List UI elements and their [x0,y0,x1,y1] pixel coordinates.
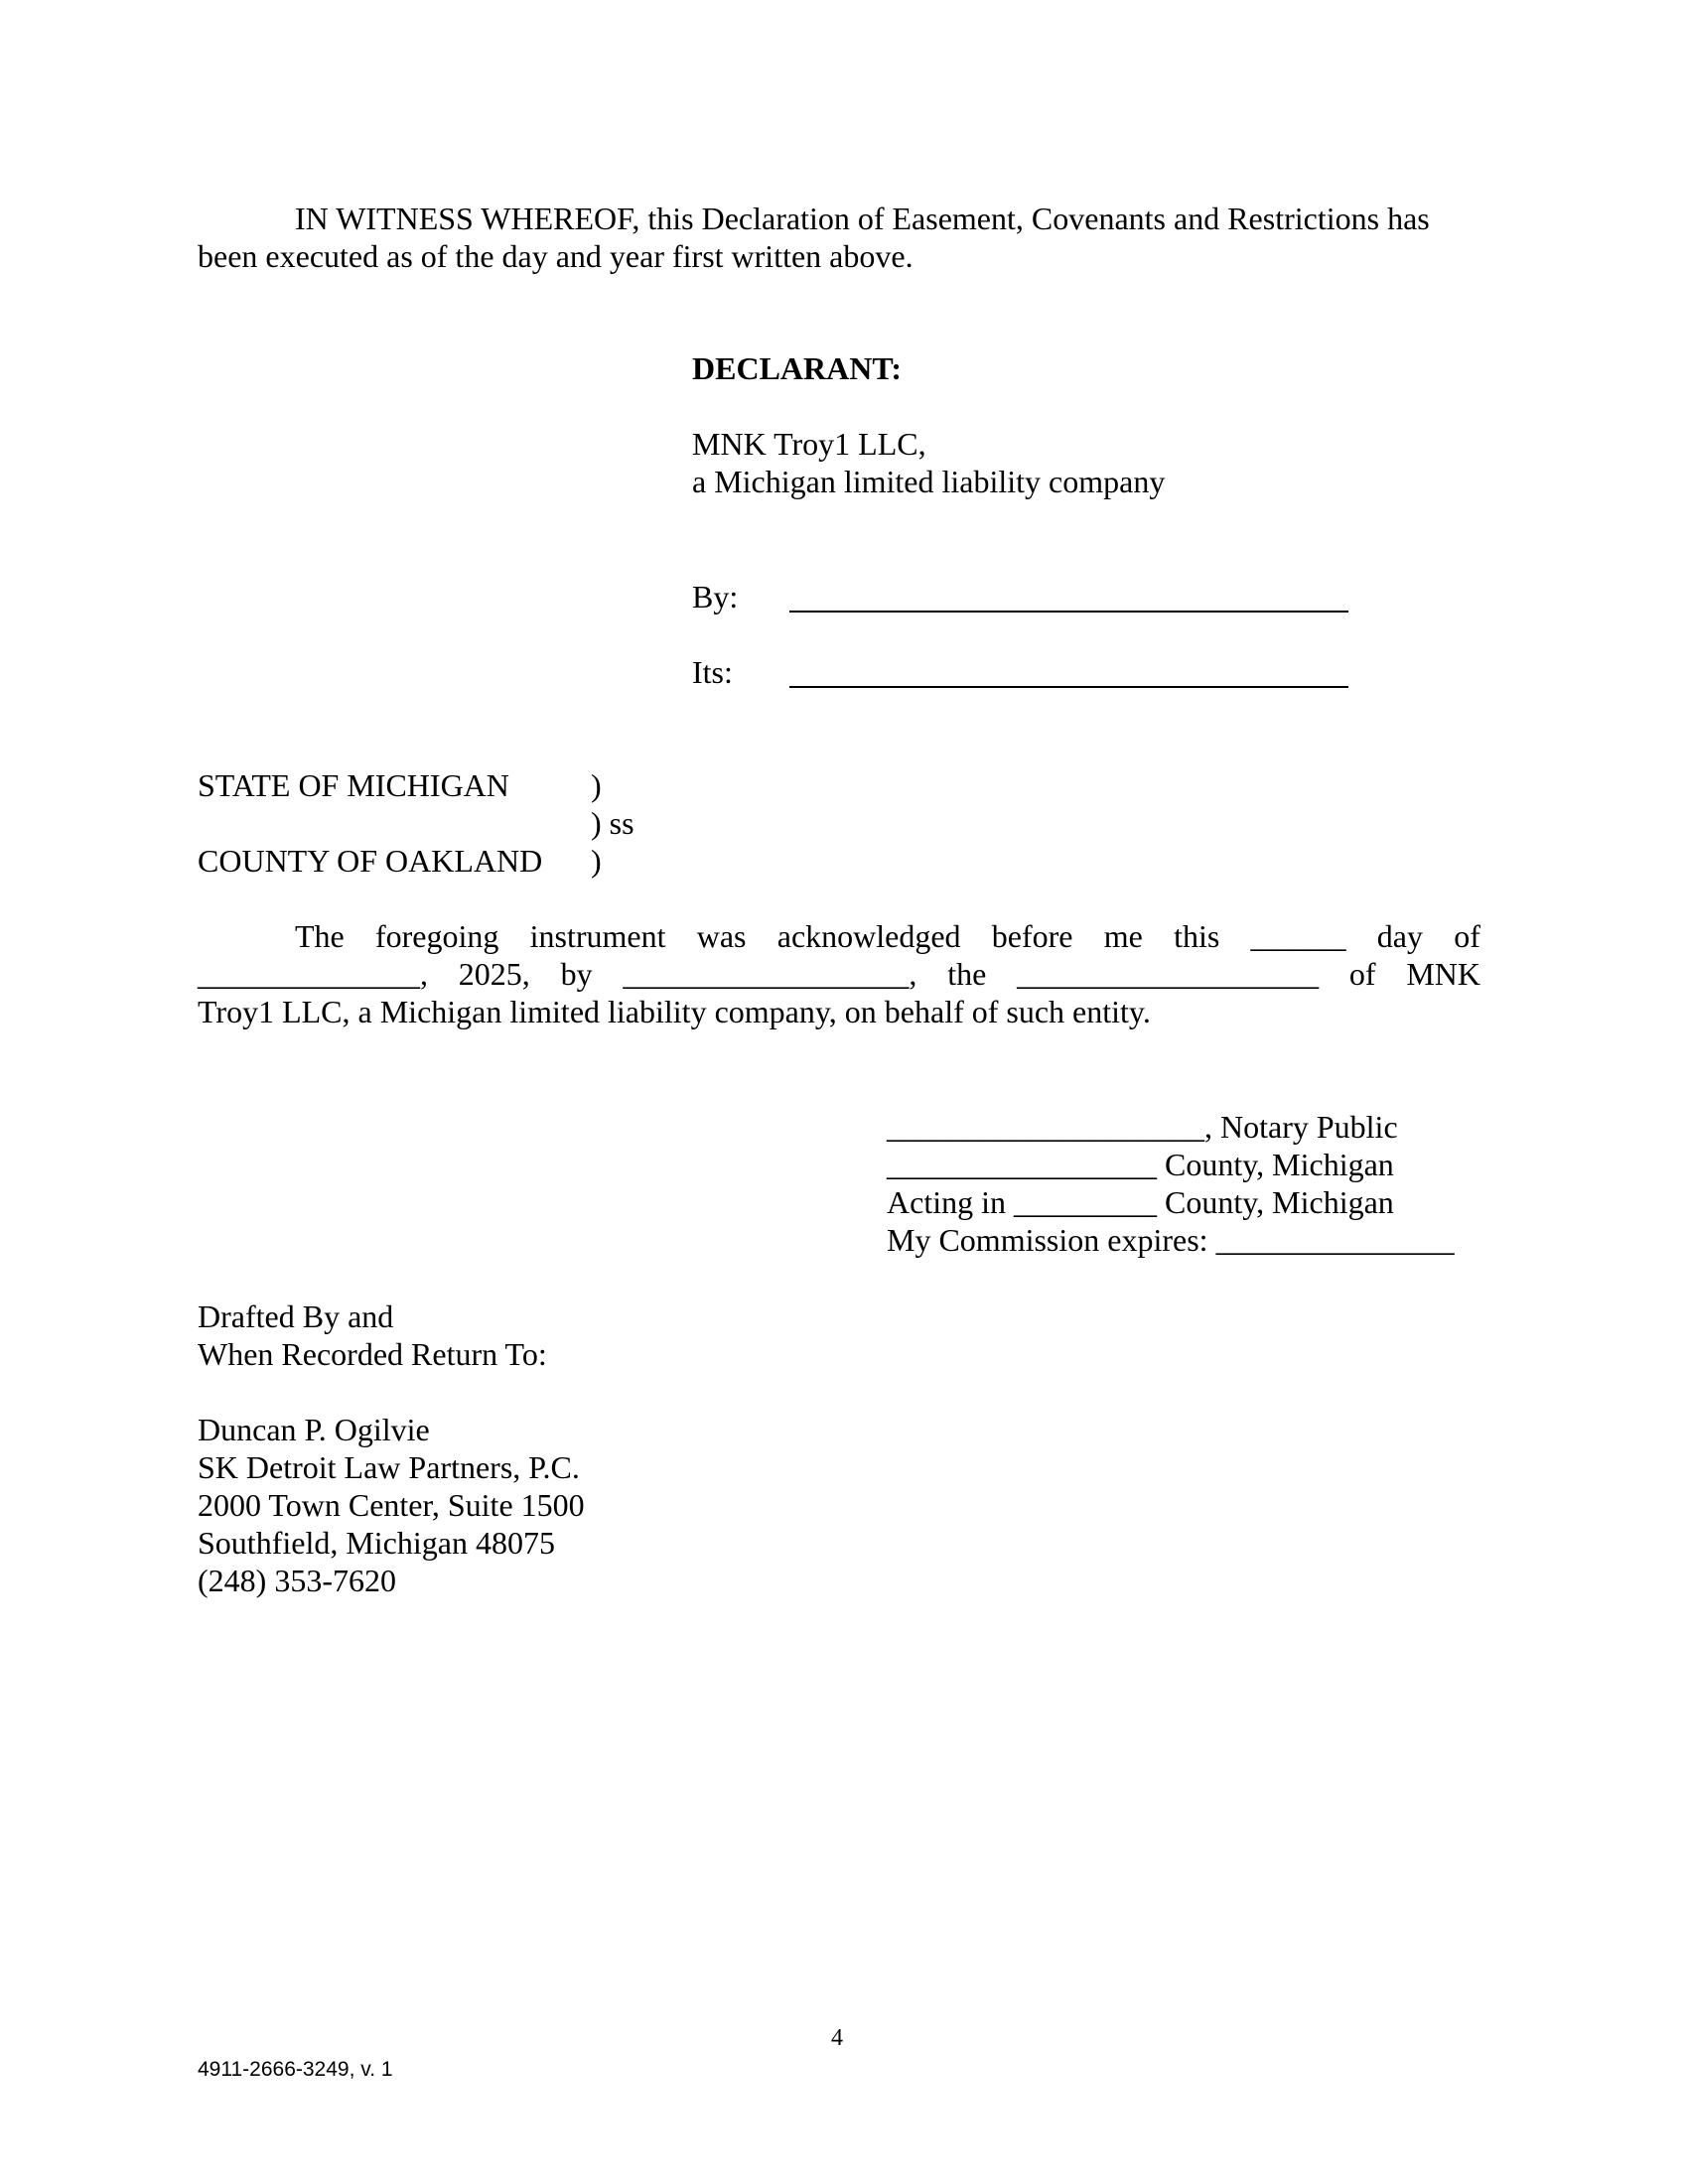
venue-state: STATE OF MICHIGAN [198,767,509,803]
its-title-line [789,686,1348,688]
ack-word: 2025, [458,956,530,992]
ack-word: me [1103,918,1143,954]
return-to-firm: SK Detroit Law Partners, P.C. [198,1449,580,1485]
ack-word: by [560,956,593,992]
acknowledgment-line-3: Troy1 LLC, a Michigan limited liability company, on behalf of such entity. [198,994,1151,1029]
ack-word: before [991,918,1073,954]
by-label: By: [692,579,739,614]
declarant-company-description: a Michigan limited liability company [692,464,1166,499]
ack-word: of [1454,918,1480,954]
ack-name-blank: __________________, [623,956,917,992]
notary-line-2: _________________ County, Michigan [887,1147,1394,1182]
return-to-line-2: When Recorded Return To: [198,1336,547,1372]
venue-county: COUNTY OF OAKLAND [198,843,543,879]
declarant-heading: DECLARANT: [692,350,902,386]
document-id: 4911-2666-3249, v. 1 [198,2058,393,2081]
return-to-address-2: Southfield, Michigan 48075 [198,1525,555,1561]
ack-title-blank: ___________________ [1017,956,1320,992]
declarant-company: MNK Troy1 LLC, [692,426,926,462]
notary-line-3: Acting in _________ County, Michigan [887,1184,1394,1220]
ack-word: instrument [529,918,666,954]
return-to-line-1: Drafted By and [198,1298,394,1334]
ack-word: acknowledged [776,918,961,954]
return-to-address-1: 2000 Town Center, Suite 1500 [198,1487,585,1523]
return-to-phone: (248) 353-7620 [198,1563,396,1598]
ack-word: The [295,918,345,954]
ack-word: day [1376,918,1423,954]
ack-word: of [1348,956,1376,992]
return-to-name: Duncan P. Ogilvie [198,1412,430,1447]
ack-word: the [947,956,987,992]
venue-paren-3: ) [591,843,602,879]
venue-paren-1: ) [591,767,602,803]
notary-line-1: ____________________, Notary Public [887,1109,1398,1145]
ack-word: this [1174,918,1220,954]
witness-line-2: been executed as of the day and year first written above. [198,238,914,274]
page-number: 4 [831,2025,843,2051]
ack-month-blank: ______________, [198,956,428,992]
acknowledgment-line-1 [295,917,1480,955]
ack-word: foregoing [374,918,499,954]
ack-word: MNK [1406,956,1480,992]
its-label: Its: [692,654,733,690]
by-signature-line [789,611,1348,613]
venue-ss: ) ss [591,805,634,841]
acknowledgment-line-2 [198,955,1480,993]
witness-line-1: IN WITNESS WHEREOF, this Declaration of Easement, Covenants and Restrictions has [295,201,1430,236]
notary-line-4: My Commission expires: _______________ [887,1222,1455,1258]
ack-word: was [696,918,747,954]
ack-day-blank: ______ [1250,918,1346,954]
